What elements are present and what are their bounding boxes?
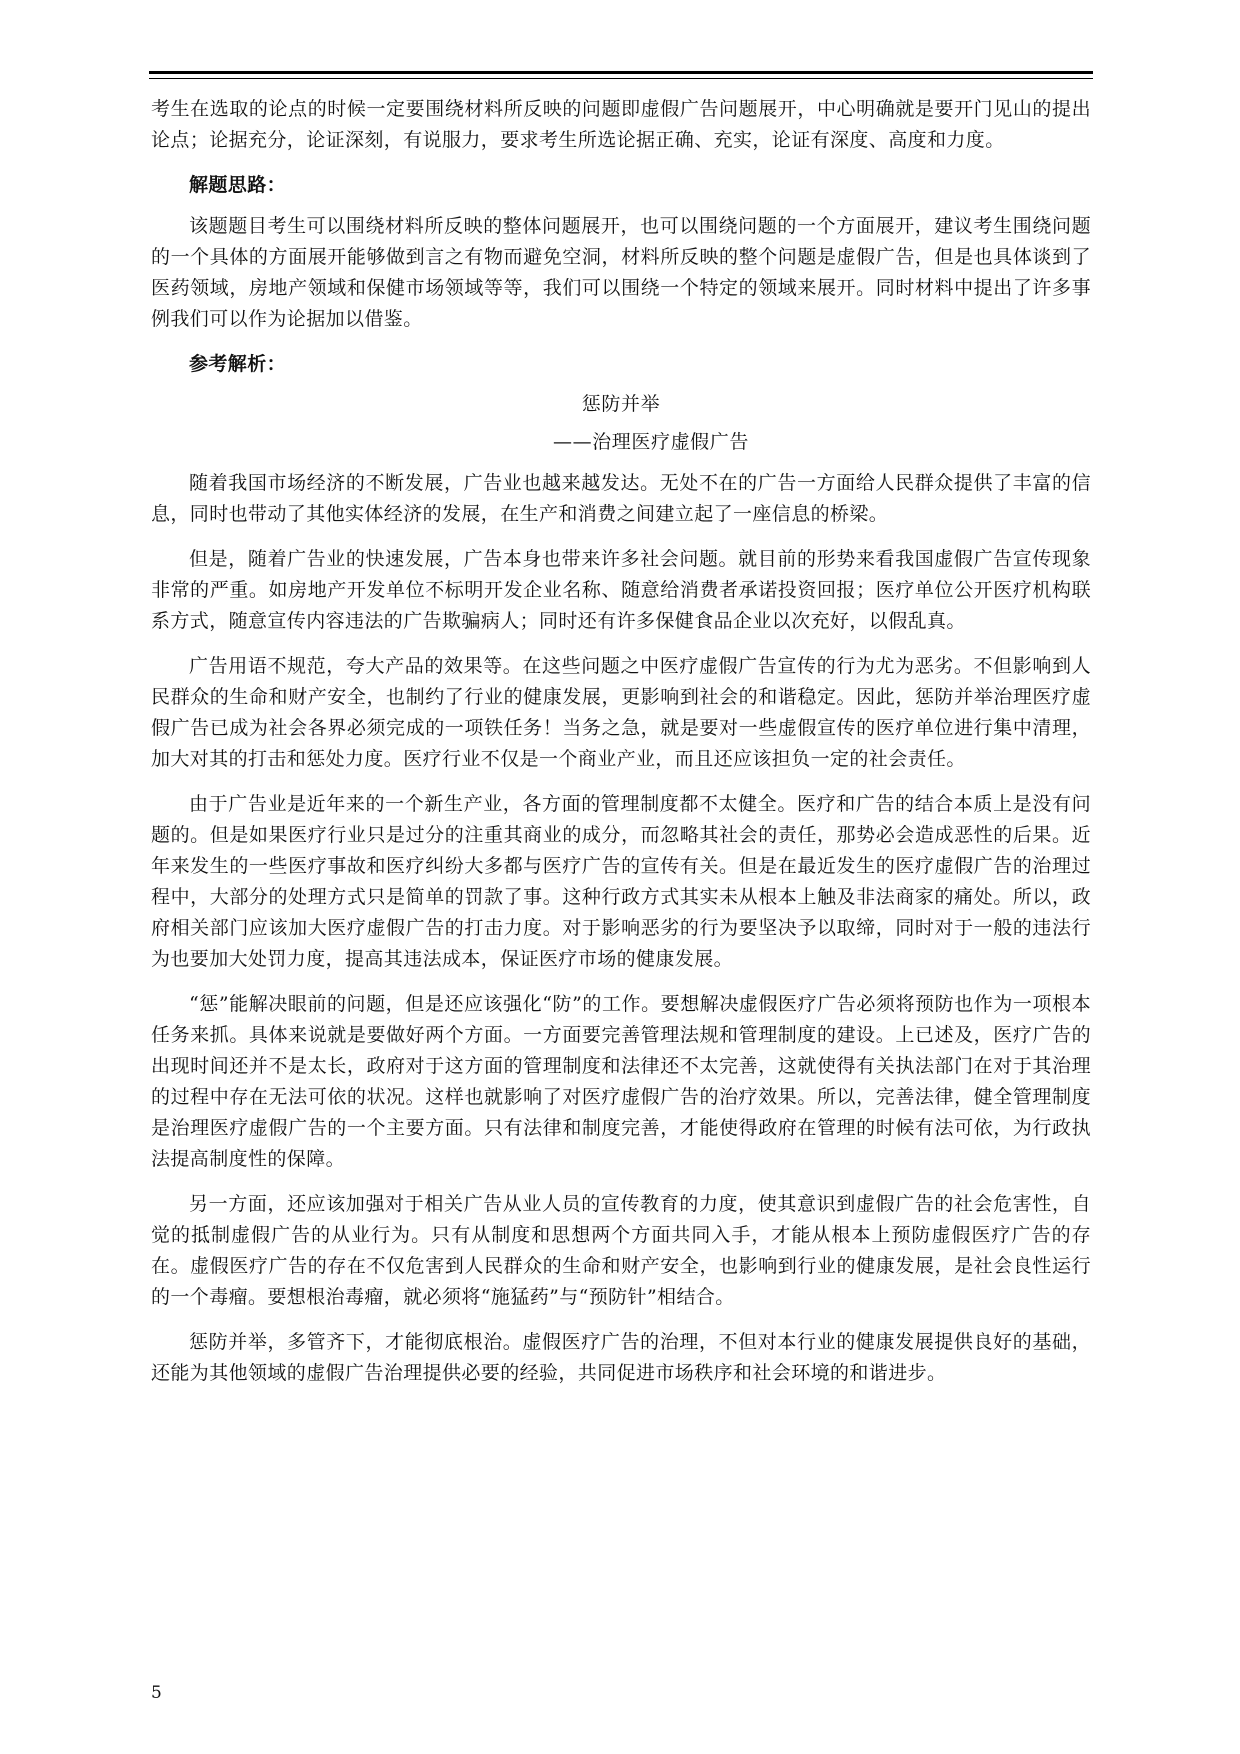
- header-rule-thin: [149, 78, 1093, 79]
- paragraph-continuation: 考生在选取的论点的时候一定要围绕材料所反映的问题即虚假广告问题展开，中心明确就是要开门见山的提出论点；论据充分，论证深刻，有说服力，要求考生所选论据正确、充实，论证有深度、高度和力度。: [151, 98, 1091, 151]
- section-heading-reference: 参考解析：: [189, 353, 287, 375]
- essay-paragraph-5: “惩”能解决眼前的问题，但是还应该强化“防”的工作。要想解决虚假医疗广告必须将预防也作为一项根本任务来抓。具体来说就是要做好两个方面。一方面要完善管理法规和管理制度的建设。上已述及，医疗广告的出现时间还并不是太长，政府对于这方面的管理制度和法律还不太完善，这就使得有关执法部门在对于其治理的过程中存在无法可依的状况。这样也就影响了对医疗虚假广告的治疗效果。所以，完善法律，健全管理制度是治理医疗虚假广告的一个主要方面。只有法律和制度完善，才能使得政府在管理的时候有法可依，为行政执法提高制度性的保障。: [151, 993, 1091, 1170]
- header-rule-thick: [149, 71, 1093, 74]
- paragraph-approach: 该题题目考生可以围绕材料所反映的整体问题展开，也可以围绕问题的一个方面展开，建议考生围绕问题的一个具体的方面展开能够做到言之有物而避免空洞，材料所反映的整个问题是虚假广告，但是也具体谈到了医药领域，房地产领域和保健市场领域等等，我们可以围绕一个特定的领域来展开。同时材料中提出了许多事例我们可以作为论据加以借鉴。: [151, 215, 1091, 330]
- essay-subtitle: ——治理医疗虚假广告: [552, 431, 749, 453]
- section-heading-approach: 解题思路：: [189, 174, 287, 196]
- essay-paragraph-1: 随着我国市场经济的不断发展，广告业也越来越发达。无处不在的广告一方面给人民群众提供了丰富的信息，同时也带动了其他实体经济的发展，在生产和消费之间建立起了一座信息的桥梁。: [151, 472, 1091, 525]
- essay-paragraph-3: 广告用语不规范，夸大产品的效果等。在这些问题之中医疗虚假广告宣传的行为尤为恶劣。不但影响到人民群众的生命和财产安全，也制约了行业的健康发展，更影响到社会的和谐稳定。因此，惩防并举治理医疗虚假广告已成为社会各界必须完成的一项铁任务！当务之急，就是要对一些虚假宣传的医疗单位进行集中清理，加大对其的打击和惩处力度。医疗行业不仅是一个商业产业，而且还应该担负一定的社会责任。: [151, 655, 1091, 770]
- essay-paragraph-6: 另一方面，还应该加强对于相关广告从业人员的宣传教育的力度，使其意识到虚假广告的社会危害性，自觉的抵制虚假广告的从业行为。只有从制度和思想两个方面共同入手，才能从根本上预防虚假医疗广告的存在。虚假医疗广告的存在不仅危害到人民群众的生命和财产安全，也影响到行业的健康发展，是社会良性运行的一个毒瘤。要想根治毒瘤，就必须将“施猛药”与“预防针”相结合。: [151, 1193, 1091, 1308]
- document-body: [151, 94, 1091, 1403]
- essay-title: 惩防并举: [581, 393, 661, 415]
- essay-paragraph-4: 由于广告业是近年来的一个新生产业，各方面的管理制度都不太健全。医疗和广告的结合本质上是没有问题的。但是如果医疗行业只是过分的注重其商业的成分，而忽略其社会的责任，那势必会造成恶性的后果。近年来发生的一些医疗事故和医疗纠纷大多都与医疗广告的宣传有关。但是在最近发生的医疗虚假广告的治理过程中，大部分的处理方式只是简单的罚款了事。这种行政方式其实未从根本上触及非法商家的痛处。所以，政府相关部门应该加大医疗虚假广告的打击力度。对于影响恶劣的行为要坚决予以取缔，同时对于一般的违法行为也要加大处罚力度，提高其违法成本，保证医疗市场的健康发展。: [151, 793, 1091, 970]
- essay-paragraph-2: 但是，随着广告业的快速发展，广告本身也带来许多社会问题。就目前的形势来看我国虚假广告宣传现象非常的严重。如房地产开发单位不标明开发企业名称、随意给消费者承诺投资回报；医疗单位公开医疗机构联系方式，随意宣传内容违法的广告欺骗病人；同时还有许多保健食品企业以次充好，以假乱真。: [151, 548, 1091, 632]
- essay-paragraph-7: 惩防并举，多管齐下，才能彻底根治。虚假医疗广告的治理，不但对本行业的健康发展提供良好的基础，还能为其他领域的虚假广告治理提供必要的经验，共同促进市场秩序和社会环境的和谐进步。: [151, 1331, 1091, 1384]
- page-number: 5: [151, 1683, 162, 1703]
